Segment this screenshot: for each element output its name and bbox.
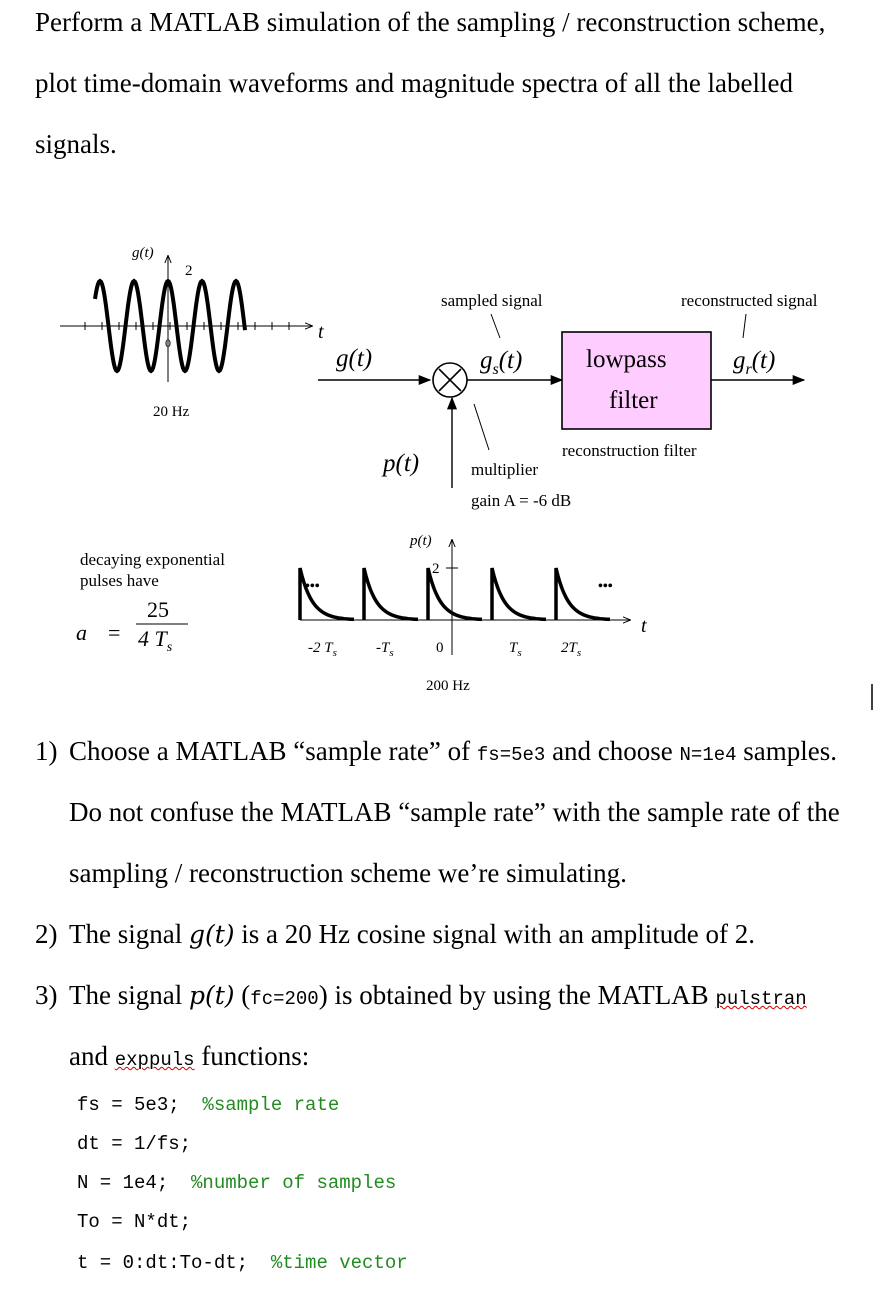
multiplier-pointer [474, 404, 489, 450]
sampled-signal-pointer [491, 314, 500, 338]
p-plot-pulse [300, 568, 354, 620]
p-tick-2ts: $2T_s$ [561, 640, 582, 659]
gain-label: gain A = -6 dB [471, 491, 572, 510]
code-line-3: N = 1e4; %number of samples [77, 1172, 397, 1194]
reconstruction-filter-label: reconstruction filter [562, 441, 697, 460]
code-line-1: fs = 5e3; %sample rate [77, 1094, 340, 1116]
gs-label: $g_s(t)$ [480, 347, 523, 378]
p-tick-minus-2ts: -2 $T_s$ [308, 640, 337, 659]
pulstran-word: pulstran [715, 988, 807, 1010]
decay-num: 25 [147, 597, 169, 622]
p-plot-t-label: t [641, 615, 647, 637]
list-item-2-line-1: The signal g(t) is a 20 Hz cosine signal with an amplitude of 2. [69, 919, 755, 949]
decay-eq: = [108, 620, 121, 645]
multiplier-label: multiplier [471, 460, 539, 479]
list-item-1-line-1: Choose a MATLAB “sample rate” of fs=5e3 and choose N=1e4 samples. [69, 736, 838, 766]
g-plot-amplitude: 2 [185, 263, 193, 279]
decay-a: a [76, 620, 87, 645]
decay-note-line-1: decaying exponential [80, 550, 225, 569]
p-label: p(t) [383, 450, 420, 477]
code-line-2: dt = 1/fs; [77, 1133, 192, 1155]
list-item-1-line-3: sampling / reconstruction scheme we’re simulating. [69, 858, 627, 888]
p-plot-pulse [556, 568, 610, 620]
list-item-3-line-2: and exppuls functions: [69, 1041, 310, 1071]
g-plot-origin: 0 [165, 336, 171, 350]
p-tick-zero: 0 [436, 640, 444, 656]
exppuls-word: exppuls [114, 1049, 195, 1071]
p-tick-ts: $T_s$ [509, 640, 522, 659]
lowpass-label-1: lowpass [586, 346, 667, 373]
p-plot-dots-right: ••• [598, 579, 613, 594]
p-plot-pulse [364, 568, 418, 620]
list-item-3-line-1: The signal p(t) (fc=200) is obtained by using the MATLAB pulstran [69, 980, 807, 1010]
intro-line-3: signals. [35, 129, 117, 159]
reconstructed-signal-pointer [743, 314, 746, 338]
lowpass-label-2: filter [609, 387, 658, 414]
g-plot-freq: 20 Hz [153, 404, 190, 420]
g-plot-t-label: t [318, 321, 324, 343]
list-item-3-number: 3) [35, 980, 58, 1010]
p-plot-label: p(t) [410, 533, 432, 549]
p-plot-pulse [492, 568, 546, 620]
list-item-1-number: 1) [35, 736, 58, 766]
g-plot-label: g(t) [132, 245, 154, 261]
code-line-4: To = N*dt; [77, 1211, 192, 1233]
decay-note-line-2: pulses have [80, 571, 159, 590]
reconstructed-signal-label: reconstructed signal [681, 291, 818, 310]
p-plot-amplitude: 2 [432, 561, 440, 577]
list-item-1-line-2: Do not confuse the MATLAB “sample rate” with the sample rate of the [69, 797, 840, 827]
intro-line-1: Perform a MATLAB simulation of the sampling / reconstruction scheme, [35, 7, 826, 37]
p-plot-dots-left: ••• [305, 579, 320, 594]
list-item-2-number: 2) [35, 919, 58, 949]
decay-den: 4 $T_s$ [138, 626, 173, 655]
intro-line-2: plot time-domain waveforms and magnitude spectra of all the labelled [35, 68, 794, 98]
sampled-signal-label: sampled signal [441, 291, 543, 310]
input-g-label: g(t) [336, 345, 373, 372]
p-tick-minus-ts: $-T_s$ [376, 640, 394, 659]
gr-label: $g_r(t)$ [733, 347, 776, 378]
code-line-5: t = 0:dt:To-dt; %time vector [77, 1252, 408, 1274]
p-plot-freq: 200 Hz [426, 678, 470, 694]
